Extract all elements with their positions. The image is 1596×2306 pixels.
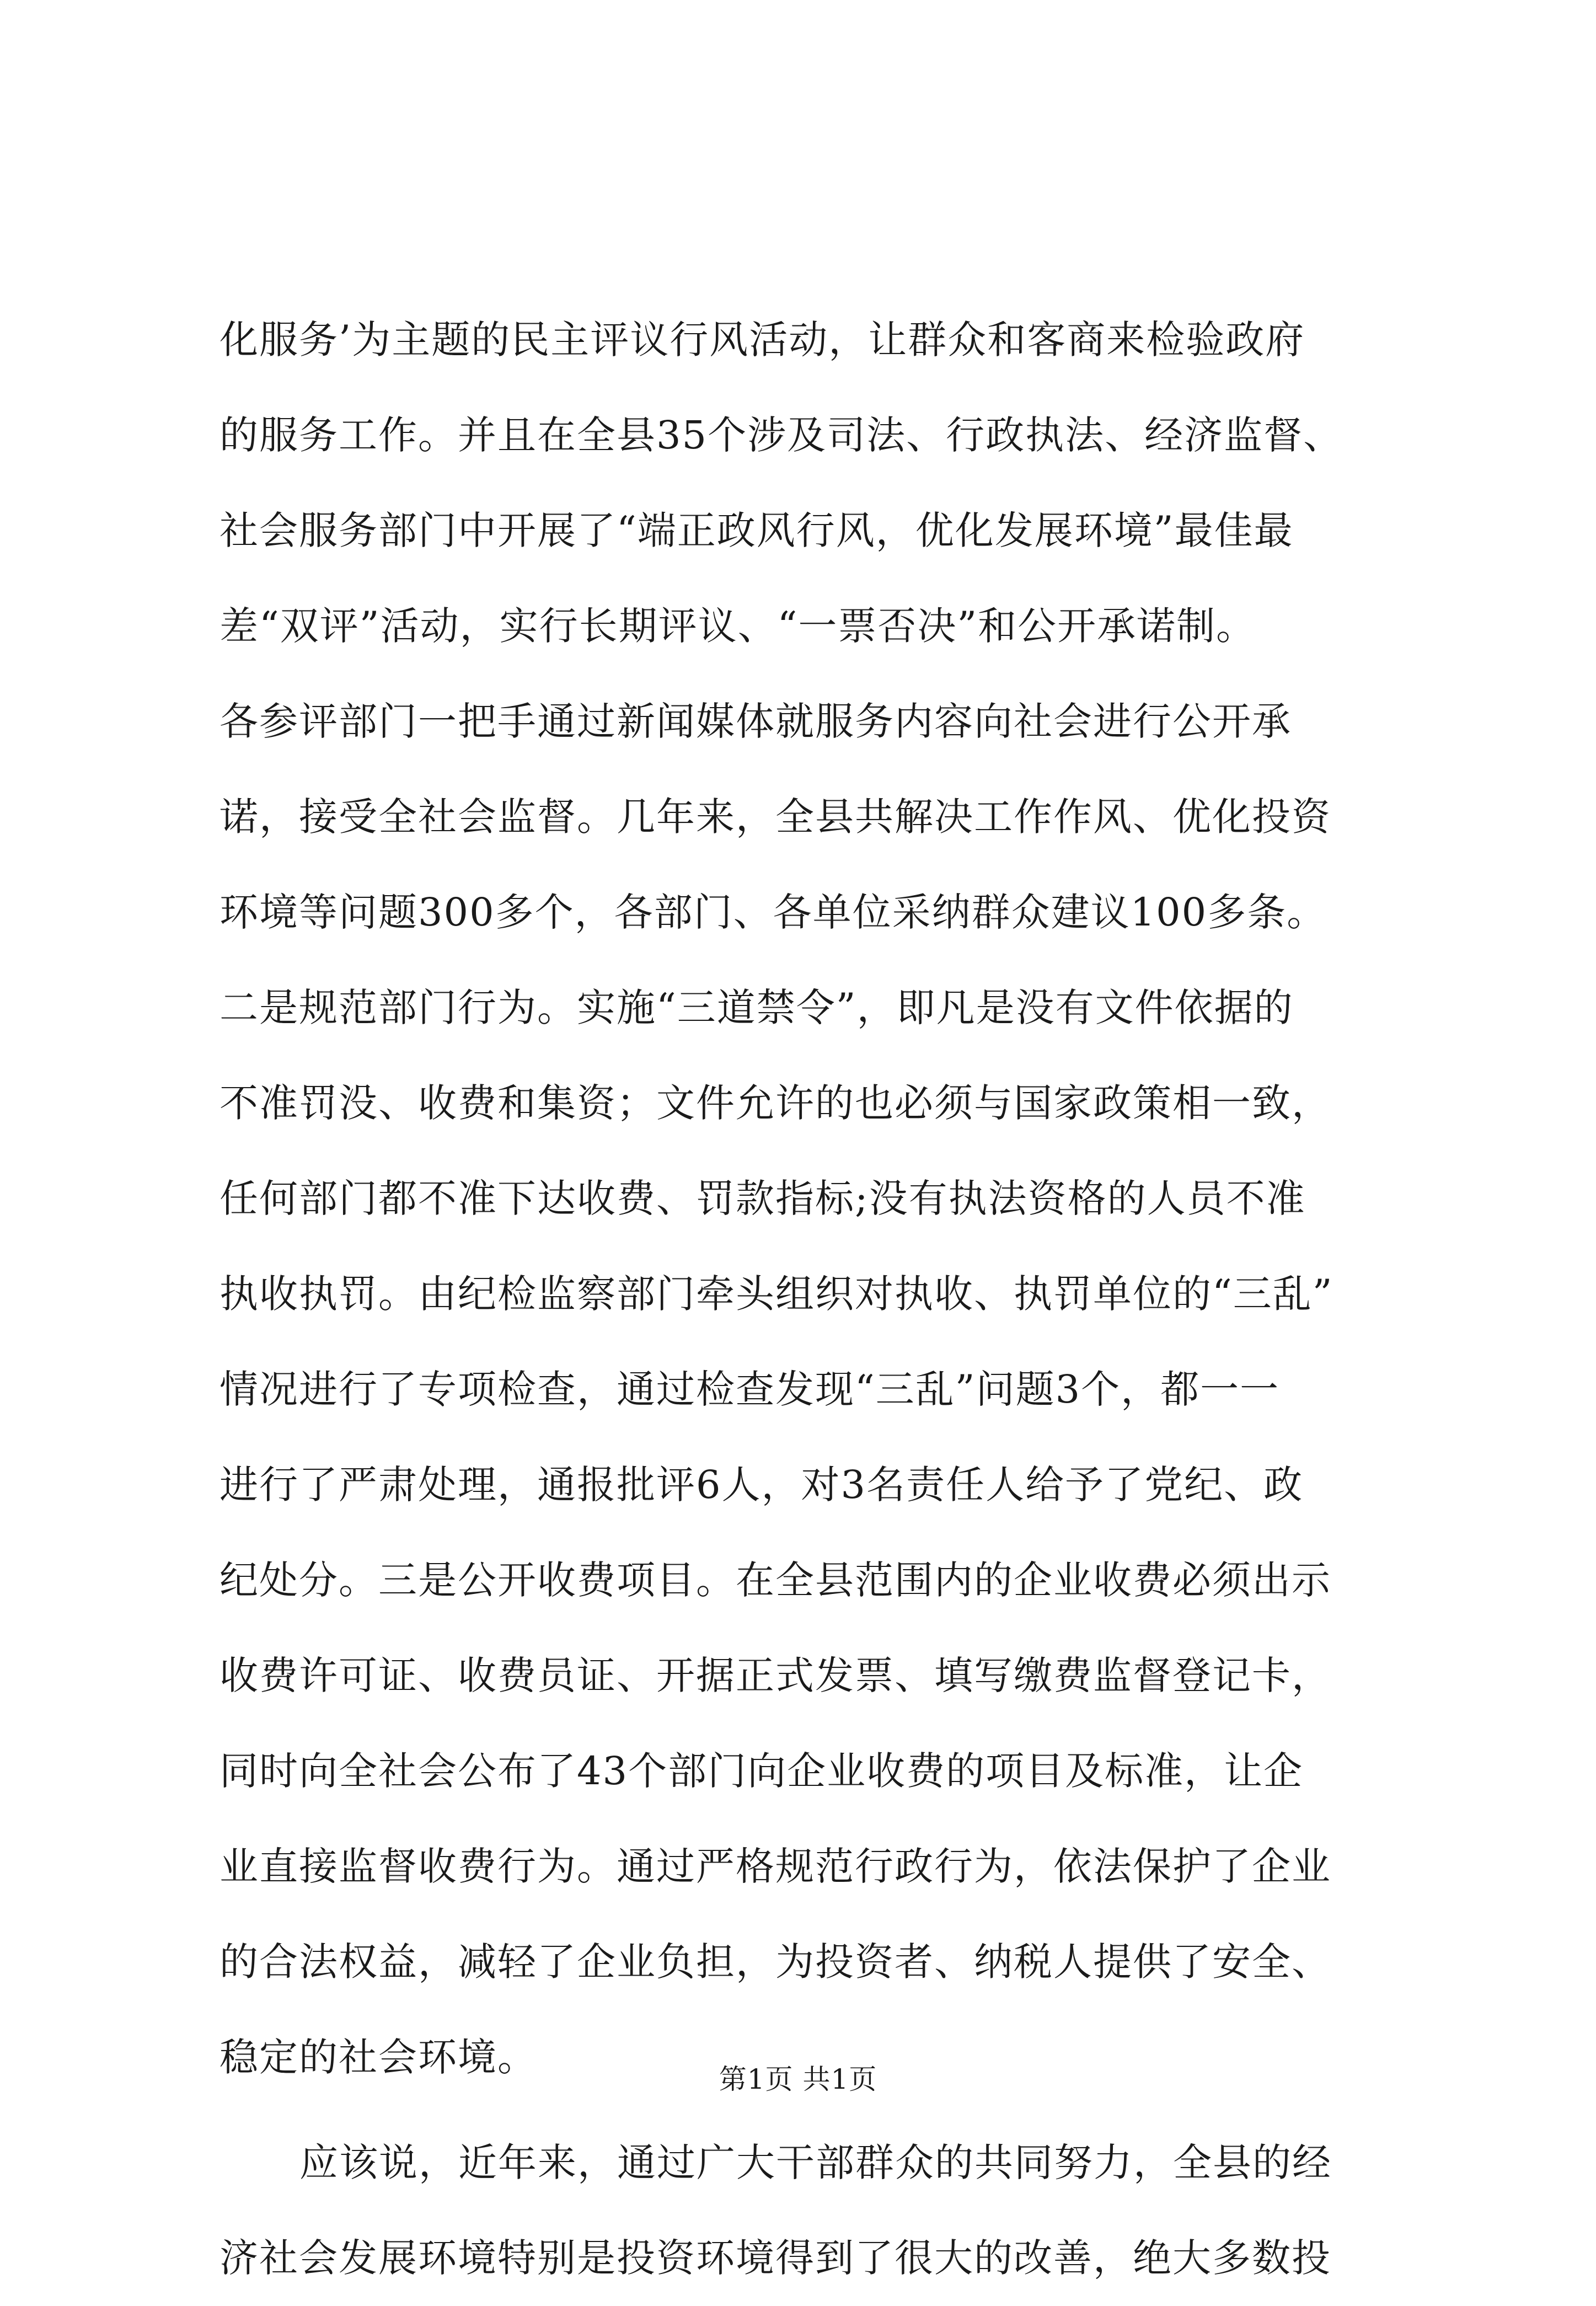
- page-number-footer: 第1页 共1页: [719, 2063, 877, 2095]
- text-line: 业直接监督收费行为。通过严格规范行政行为，依法保护了企业: [219, 1844, 1331, 1889]
- text-line: 环境等问题300多个，各部门、各单位采纳群众建议100多条。: [219, 890, 1327, 935]
- text-line: 任何部门都不准下达收费、罚款指标;没有执法资格的人员不准: [219, 1176, 1306, 1221]
- paragraph-2: [219, 2115, 1411, 2306]
- paragraph-1: [219, 292, 1411, 2105]
- text-line: 不准罚没、收费和集资；文件允许的也必须与国家政策相一致，: [219, 1080, 1331, 1126]
- text-line: 同时向全社会公布了43个部门向企业收费的项目及标准，让企: [219, 1748, 1304, 1794]
- text-line: 差“双评”活动，实行长期评议、“一票否决”和公开承诺制。: [219, 603, 1256, 649]
- text-line: 情况进行了专项检查，通过检查发现“三乱”问题3个，都一一: [219, 1367, 1280, 1412]
- text-line: 的服务工作。并且在全县35个涉及司法、行政执法、经济监督、: [219, 413, 1343, 458]
- text-line: 应该说，近年来，通过广大干部群众的共同努力，全县的经: [299, 2140, 1332, 2185]
- text-line: 执收执罚。由纪检监察部门牵头组织对执收、执罚单位的“三乱”: [219, 1271, 1333, 1317]
- text-line: 二是规范部门行为。实施“三道禁令”，即凡是没有文件依据的: [219, 985, 1294, 1030]
- text-line: 的合法权益，减轻了企业负担，为投资者、纳税人提供了安全、: [219, 1939, 1331, 1984]
- text-line: 收费许可证、收费员证、开据正式发票、填写缴费监督登记卡，: [219, 1653, 1331, 1698]
- text-line: 社会服务部门中开展了“端正政风行风，优化发展环境”最佳最: [219, 508, 1294, 553]
- text-line: 化服务’为主题的民主评议行风活动，让群众和客商来检验政府: [219, 317, 1305, 362]
- document-body: [219, 292, 1411, 2306]
- text-line: 济社会发展环境特别是投资环境得到了很大的改善，绝大多数投: [219, 2235, 1331, 2281]
- text-line: 各参评部门一把手通过新闻媒体就服务内容向社会进行公开承: [219, 699, 1292, 744]
- text-line: 稳定的社会环境。: [219, 2035, 537, 2080]
- text-line: 诺，接受全社会监督。几年来，全县共解决工作作风、优化投资: [219, 794, 1331, 839]
- text-line: 纪处分。三是公开收费项目。在全县范围内的企业收费必须出示: [219, 1558, 1331, 1603]
- text-line: 进行了严肃处理，通报批评6人，对3名责任人给予了党纪、政: [219, 1462, 1304, 1507]
